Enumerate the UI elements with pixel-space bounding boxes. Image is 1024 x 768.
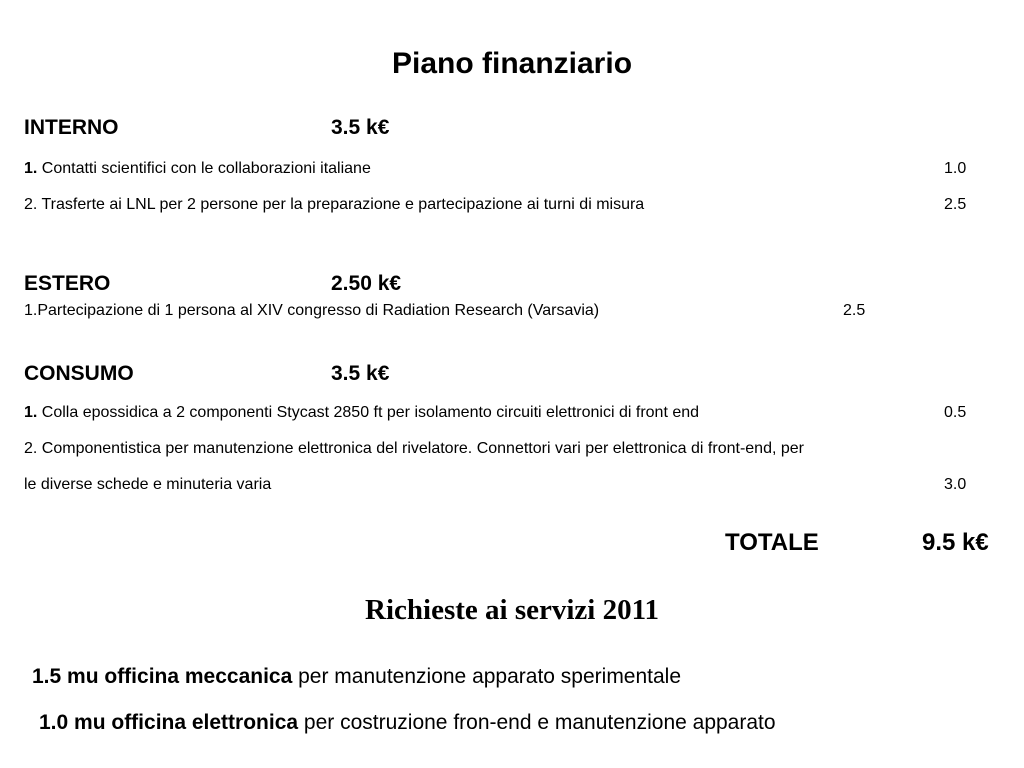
item-text: 2. Trasferte ai LNL per 2 persone per la preparazione e partecipazione ai turni di misura bbox=[24, 196, 645, 213]
consumo-item-2-value: 3.0 bbox=[944, 476, 967, 493]
estero-item-1 bbox=[24, 302, 599, 320]
consumo-item-1-value: 0.5 bbox=[944, 404, 967, 421]
consumo-item-1 bbox=[24, 404, 699, 422]
total-label: TOTALE bbox=[725, 529, 819, 556]
consumo-item-2-continued bbox=[24, 476, 271, 494]
interno-item-1 bbox=[24, 160, 371, 178]
item-text: Colla epossidica a 2 componenti Stycast 2850 ft per isolamento circuiti elettronici di front end bbox=[37, 404, 700, 421]
item-text: Contatti scientifici con le collaborazioni italiane bbox=[37, 160, 371, 177]
section-heading-consumo: CONSUMO bbox=[24, 362, 134, 385]
estero-item-1-value: 2.5 bbox=[843, 302, 866, 319]
service-description: per costruzione fron-end e manutenzione apparato bbox=[298, 711, 776, 734]
item-text: 2. Componentistica per manutenzione elettronica del rivelatore. Connettori vari per elettronica di front-end, per bbox=[24, 440, 804, 457]
section-heading-estero: ESTERO bbox=[24, 272, 111, 295]
service-name: 1.0 mu officina elettronica bbox=[39, 711, 299, 734]
total-value: 9.5 k€ bbox=[922, 529, 989, 556]
service-line-elettronica bbox=[39, 711, 776, 735]
section-amount-consumo: 3.5 k€ bbox=[331, 362, 390, 385]
item-number: 1. bbox=[24, 404, 38, 421]
page-title: Piano finanziario bbox=[391, 47, 633, 80]
section-amount-estero: 2.50 k€ bbox=[331, 272, 402, 295]
section-heading-interno: INTERNO bbox=[24, 116, 119, 139]
consumo-item-2 bbox=[24, 440, 804, 458]
interno-item-2-value: 2.5 bbox=[944, 196, 967, 213]
services-title: Richieste ai servizi 2011 bbox=[365, 594, 659, 626]
service-line-meccanica bbox=[32, 665, 681, 689]
item-text: le diverse schede e minuteria varia bbox=[24, 476, 272, 493]
service-description: per manutenzione apparato sperimentale bbox=[292, 665, 682, 688]
section-amount-interno: 3.5 k€ bbox=[331, 116, 390, 139]
interno-item-2 bbox=[24, 196, 644, 214]
service-name: 1.5 mu officina meccanica bbox=[32, 665, 293, 688]
item-number: 1. bbox=[24, 160, 38, 177]
interno-item-1-value: 1.0 bbox=[944, 160, 967, 177]
item-text: 1.Partecipazione di 1 persona al XIV congresso di Radiation Research (Varsavia) bbox=[24, 302, 600, 319]
